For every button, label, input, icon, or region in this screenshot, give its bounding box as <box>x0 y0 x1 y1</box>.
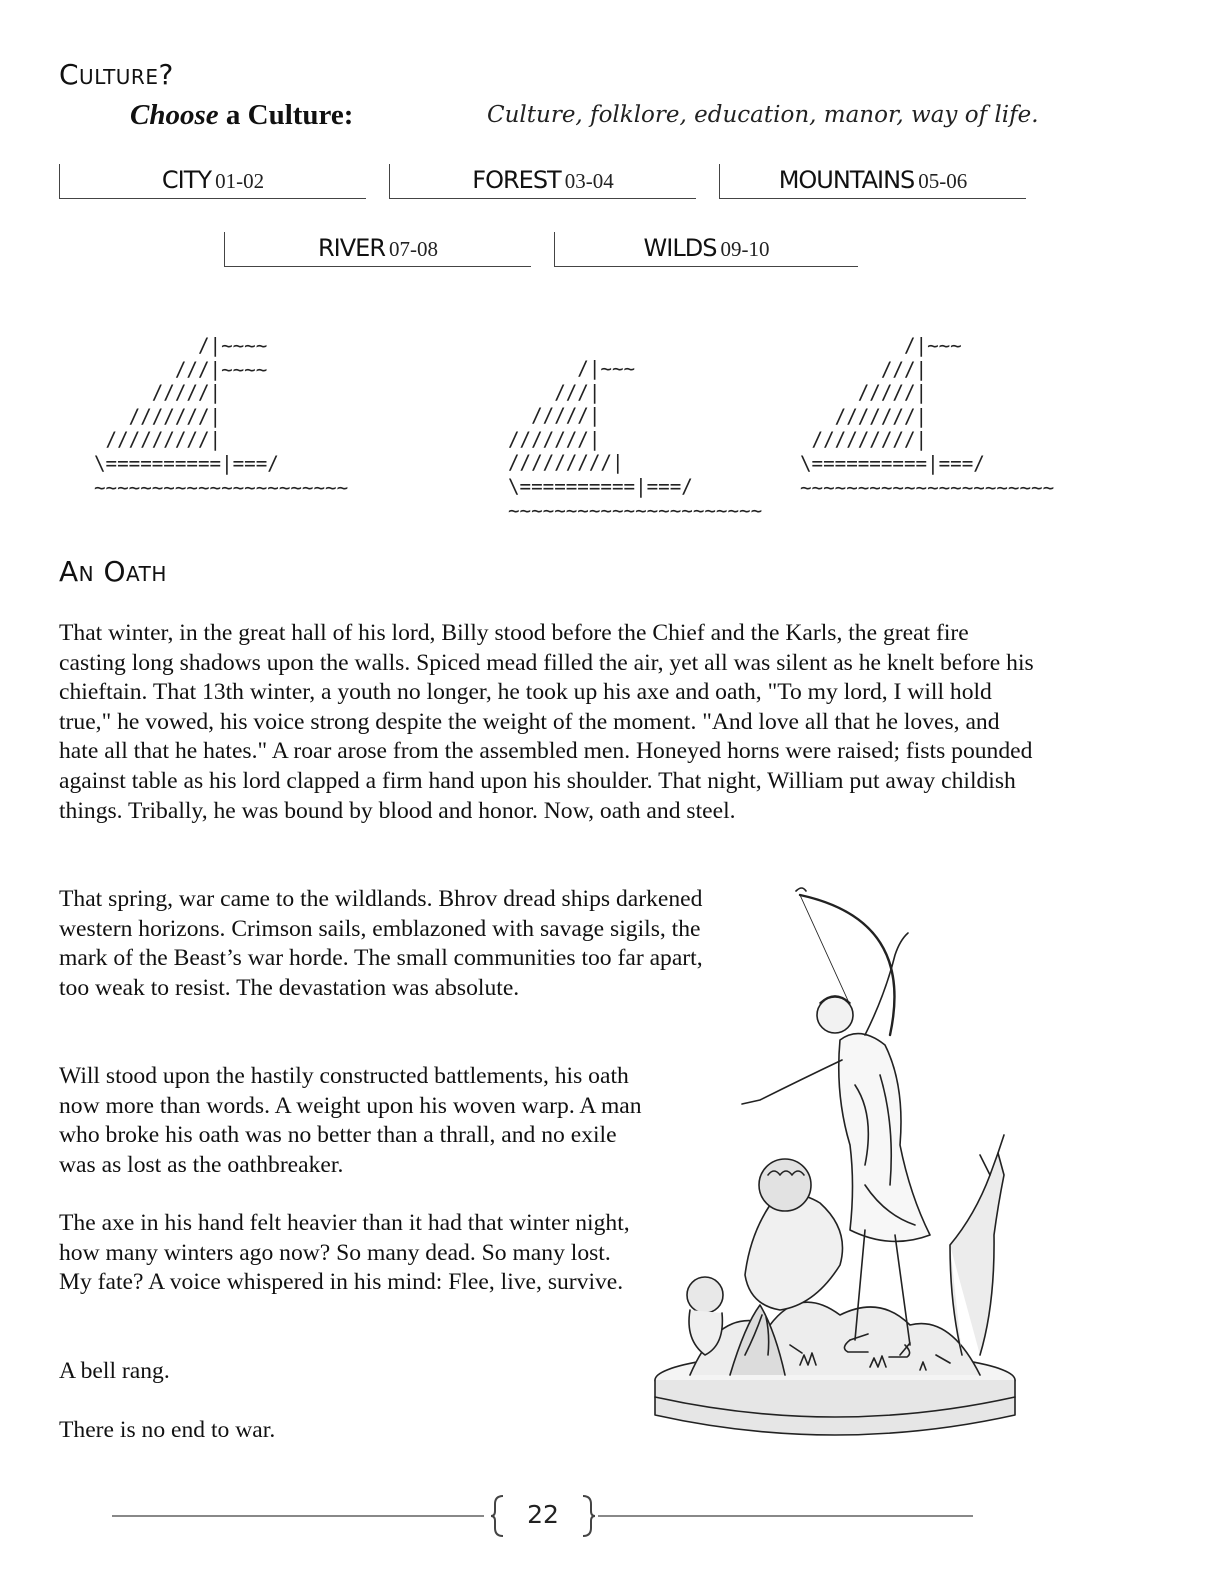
culture-range: 05-06 <box>918 169 968 193</box>
culture-name: CITY <box>161 166 212 194</box>
choose-emphasis: Choose <box>130 99 219 131</box>
culture-tagline: Culture, folklore, education, manor, way of life. <box>487 102 1039 128</box>
story-paragraph-5: A bell rang. <box>59 1358 170 1384</box>
footer-rule-right <box>598 1515 973 1517</box>
culture-range: 09-10 <box>720 237 770 261</box>
archer-statue-illustration <box>650 885 1030 1455</box>
culture-option-wilds[interactable] <box>554 232 858 267</box>
culture-name: RIVER <box>317 234 385 262</box>
culture-option-mountains[interactable] <box>719 164 1026 199</box>
story-paragraph-4: The axe in his hand felt heavier than it had that winter night, how many winters ago now? So many dead. So many lost. My fate? A voice whispered in his mind: Flee, live, survive. <box>59 1210 630 1296</box>
left-brace-icon <box>490 1494 506 1538</box>
culture-name: FOREST <box>472 166 561 194</box>
culture-name: WILDS <box>643 234 717 262</box>
choose-rest: a Culture: <box>218 99 354 131</box>
culture-range: 07-08 <box>389 237 438 261</box>
culture-option-city[interactable] <box>59 164 366 199</box>
oath-heading: An Oath <box>59 555 167 588</box>
right-brace-icon <box>580 1494 596 1538</box>
page-number: 22 <box>527 1500 559 1529</box>
culture-range: 03-04 <box>564 169 614 193</box>
culture-heading: Culture? <box>59 58 174 91</box>
footer-rule-left <box>112 1515 484 1517</box>
culture-name: MOUNTAINS <box>778 166 915 194</box>
culture-range: 01-02 <box>215 169 265 193</box>
ascii-ship-center: /|~~~ ///| /////| ///////| /////////| \==========|===/ ~~~~~~~~~~~~~~~~~~~~~~ <box>508 357 763 522</box>
story-paragraph-3: Will stood upon the hastily constructed battlements, his oath now more than words. A weight upon his woven warp. A man who broke his oath was no better than a thrall, and no exile was as lost as the oathbreaker. <box>59 1063 642 1178</box>
choose-culture-label <box>130 99 353 132</box>
story-paragraph-6: There is no end to war. <box>59 1417 276 1443</box>
culture-option-forest[interactable] <box>389 164 696 199</box>
culture-option-river[interactable] <box>224 232 531 267</box>
ascii-ship-left: /|~~~~ ///|~~~~ /////| ///////| /////////| \==========|===/ ~~~~~~~~~~~~~~~~~~~~~~ <box>94 334 349 499</box>
story-paragraph-2: That spring, war came to the wildlands. Bhrov dread ships darkened western horizons. Crimson sails, emblazoned with savage sigils, the mark of the Beast’s war horde. The small communities too far apart, too weak to resist. The devastation was absolute. <box>59 886 703 1001</box>
story-paragraph-1: That winter, in the great hall of his lord, Billy stood before the Chief and the Karls, the great fire casting long shadows upon the walls. Spiced mead filled the air, yet all was silent as he knelt before his chieftain. That 13th winter, a youth no longer, he took up his axe and oath, "To my lord, I will hold true," he vowed, his voice strong despite the weight of the moment. "And love all that he loves, and hate all that he hates." A roar arose from the assembled men. Honeyed horns were raised; fists pounded against table as his lord clapped a firm hand upon his shoulder. That night, William put away childish things. Tribally, he was bound by blood and honor. Now, oath and steel. <box>59 620 1034 824</box>
ascii-ship-right: /|~~~ ///| /////| ///////| /////////| \==========|===/ ~~~~~~~~~~~~~~~~~~~~~~ <box>800 334 1055 499</box>
